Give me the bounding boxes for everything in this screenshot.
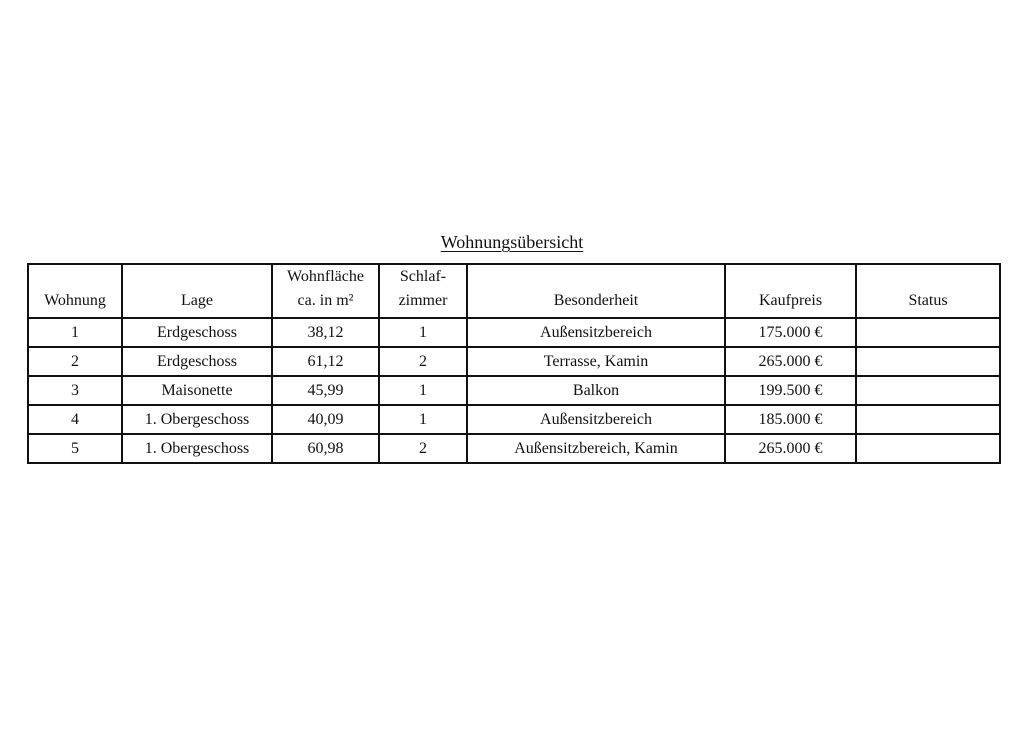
cell-status	[856, 376, 1000, 405]
apartment-overview-table	[27, 263, 1001, 464]
cell-besonderheit: Balkon	[467, 376, 725, 405]
cell-lage: Erdgeschoss	[122, 347, 272, 376]
cell-wohnflaeche: 60,98	[272, 434, 379, 463]
column-header-lage: Lage	[122, 264, 272, 318]
table-row	[28, 347, 1000, 376]
column-header-schlafzimmer	[379, 264, 467, 318]
cell-schlafzimmer: 1	[379, 405, 467, 434]
table-row	[28, 376, 1000, 405]
table-row	[28, 405, 1000, 434]
cell-status	[856, 318, 1000, 347]
table-row	[28, 434, 1000, 463]
cell-schlafzimmer: 2	[379, 434, 467, 463]
cell-besonderheit: Außensitzbereich, Kamin	[467, 434, 725, 463]
cell-besonderheit: Terrasse, Kamin	[467, 347, 725, 376]
cell-wohnflaeche: 61,12	[272, 347, 379, 376]
column-header-wohnflaeche-line2: ca. in m²	[297, 292, 354, 309]
column-header-wohnung: Wohnung	[28, 264, 122, 318]
cell-wohnflaeche: 45,99	[272, 376, 379, 405]
table-row	[28, 318, 1000, 347]
page-title: Wohnungsübersicht	[440, 232, 584, 252]
cell-status	[856, 434, 1000, 463]
cell-besonderheit: Außensitzbereich	[467, 318, 725, 347]
cell-besonderheit: Außensitzbereich	[467, 405, 725, 434]
cell-status	[856, 405, 1000, 434]
cell-kaufpreis: 265.000 €	[725, 347, 856, 376]
column-header-wohnflaeche-line1: Wohnfläche	[287, 268, 364, 285]
cell-wohnung: 4	[28, 405, 122, 434]
cell-wohnung: 3	[28, 376, 122, 405]
column-header-besonderheit: Besonderheit	[467, 264, 725, 318]
table-header-row	[28, 264, 1000, 318]
cell-wohnung: 2	[28, 347, 122, 376]
cell-lage: Erdgeschoss	[122, 318, 272, 347]
cell-wohnung: 1	[28, 318, 122, 347]
cell-schlafzimmer: 1	[379, 376, 467, 405]
cell-wohnflaeche: 40,09	[272, 405, 379, 434]
column-header-schlafzimmer-line2: zimmer	[398, 292, 448, 309]
column-header-wohnflaeche	[272, 264, 379, 318]
cell-kaufpreis: 265.000 €	[725, 434, 856, 463]
cell-kaufpreis: 185.000 €	[725, 405, 856, 434]
cell-kaufpreis: 175.000 €	[725, 318, 856, 347]
column-header-kaufpreis: Kaufpreis	[725, 264, 856, 318]
cell-lage: 1. Obergeschoss	[122, 405, 272, 434]
cell-kaufpreis: 199.500 €	[725, 376, 856, 405]
column-header-schlafzimmer-line1: Schlaf-	[399, 268, 447, 285]
cell-lage: 1. Obergeschoss	[122, 434, 272, 463]
cell-wohnung: 5	[28, 434, 122, 463]
cell-schlafzimmer: 2	[379, 347, 467, 376]
cell-schlafzimmer: 1	[379, 318, 467, 347]
cell-status	[856, 347, 1000, 376]
cell-wohnflaeche: 38,12	[272, 318, 379, 347]
cell-lage: Maisonette	[122, 376, 272, 405]
column-header-status: Status	[856, 264, 1000, 318]
